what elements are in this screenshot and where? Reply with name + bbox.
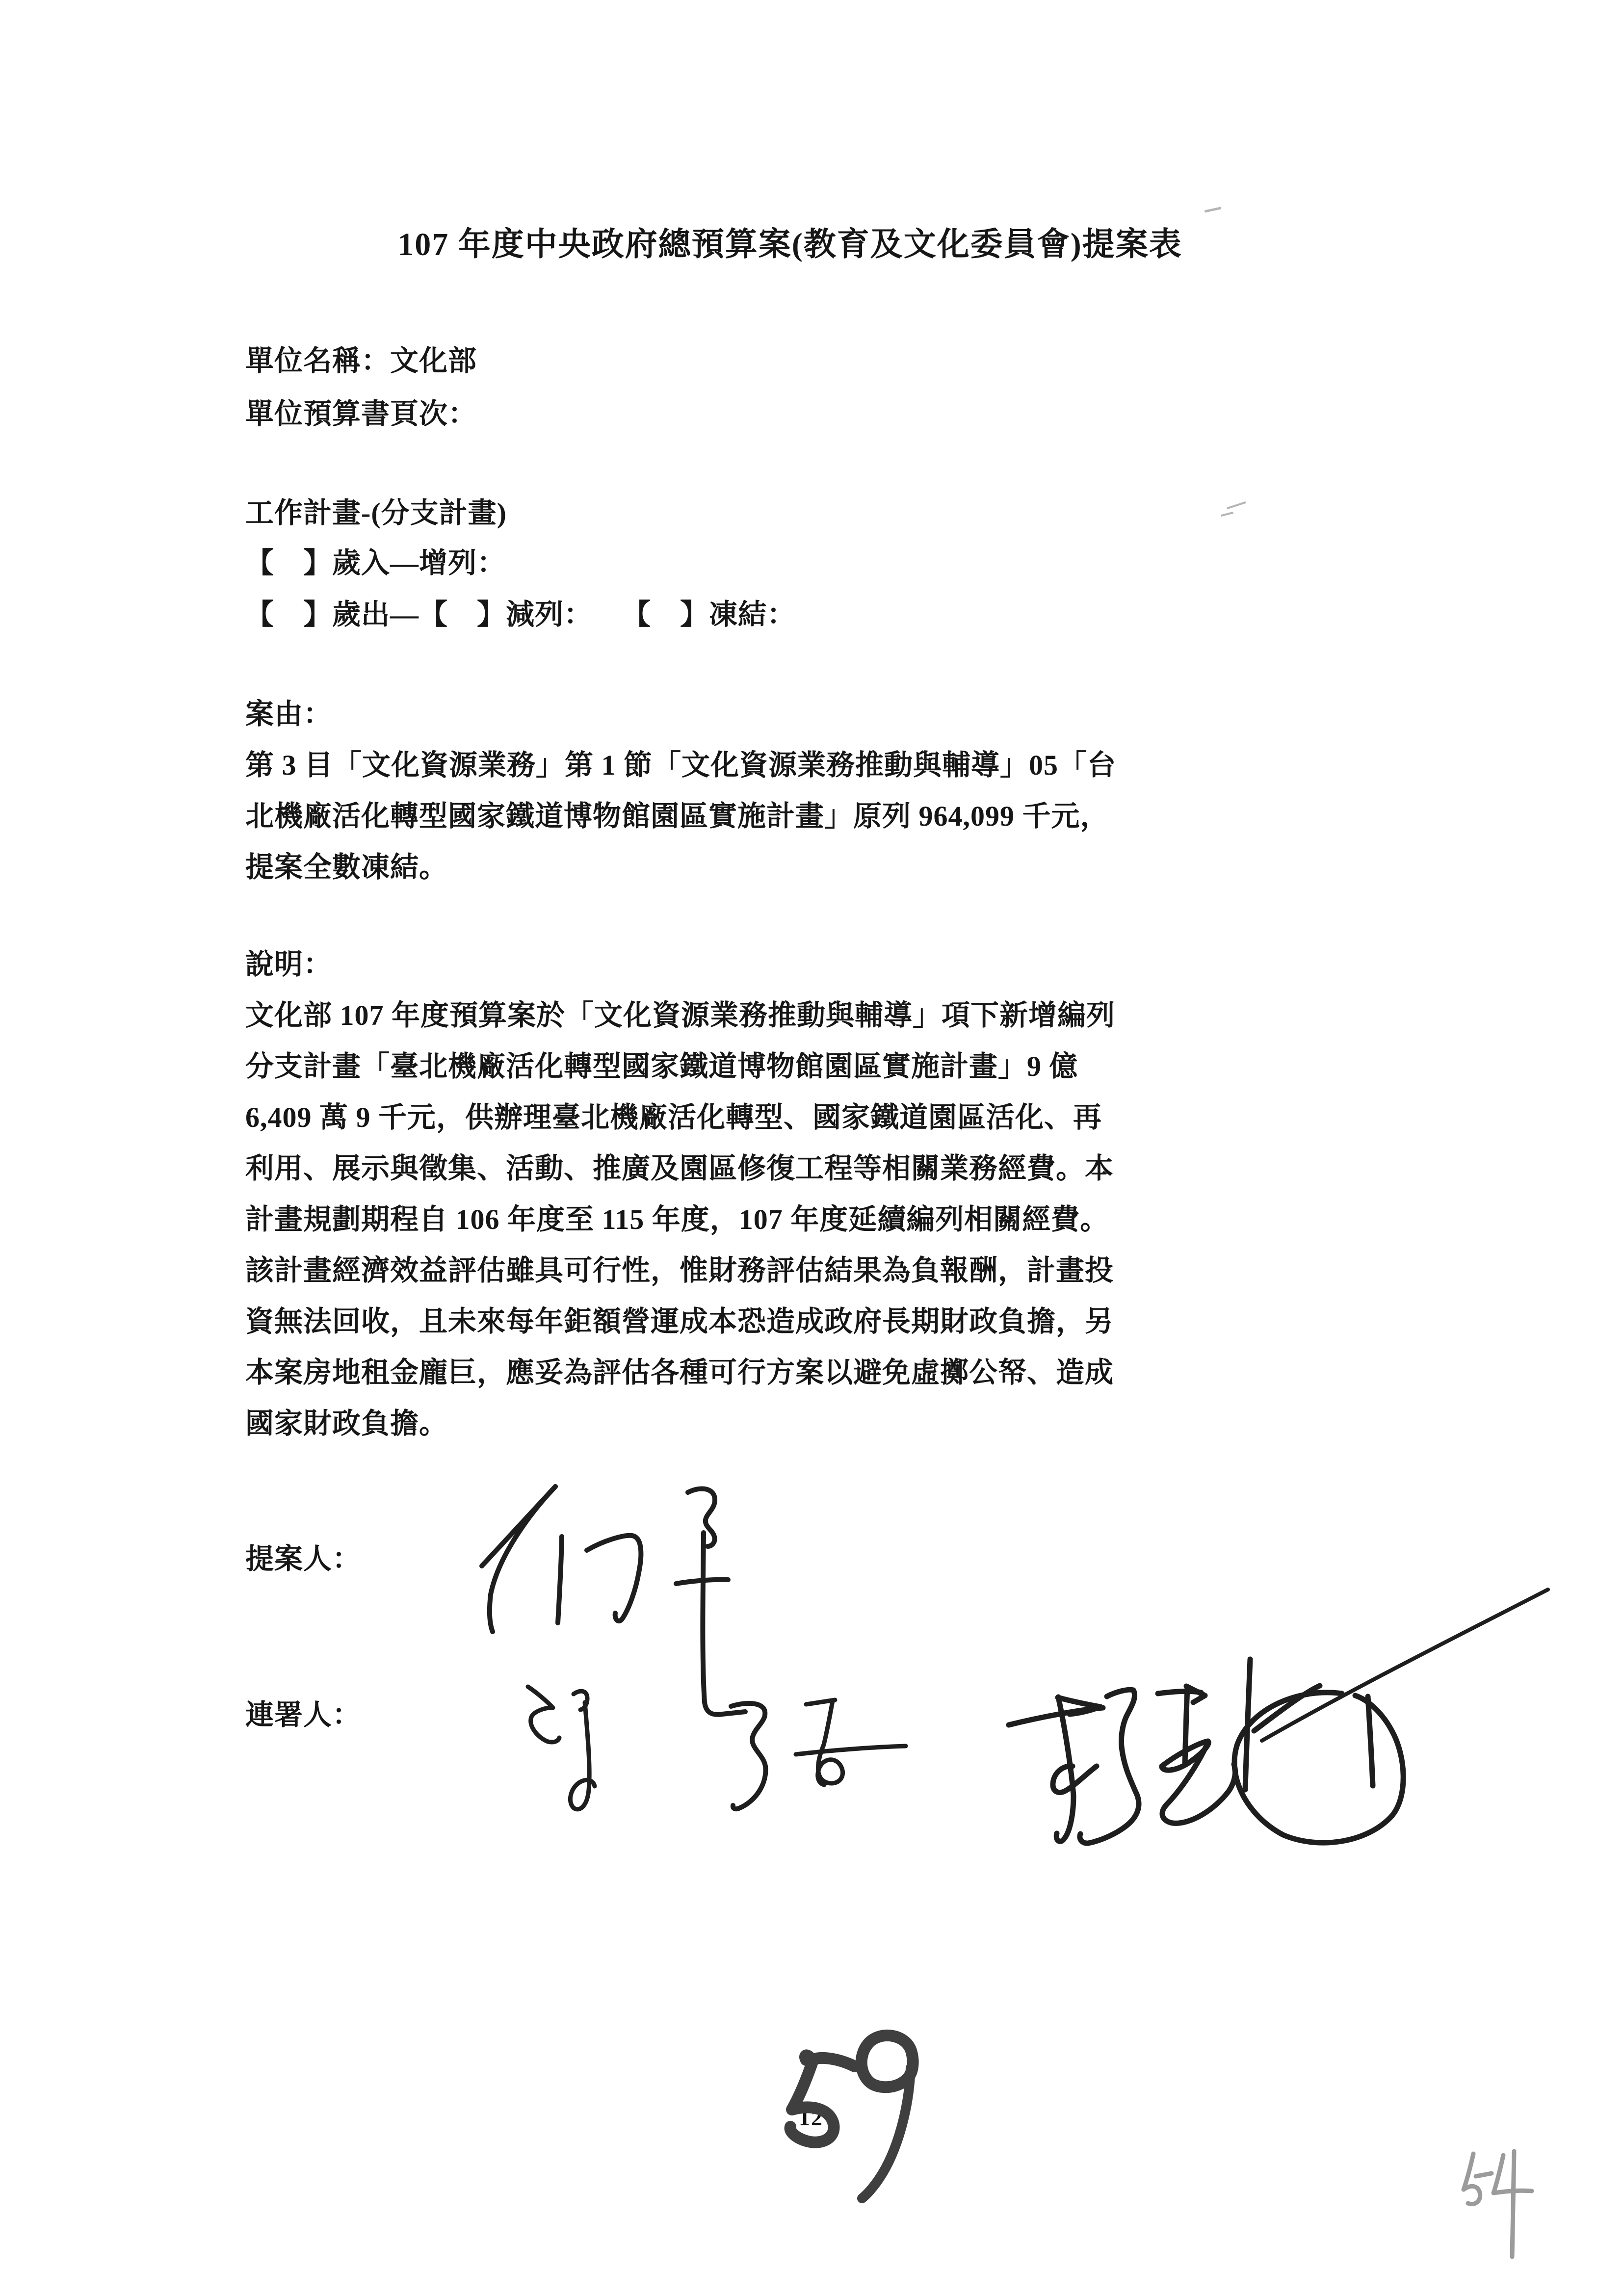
case-line: 提案全數凍結。 [245,851,448,883]
handwritten-corner-number-54 [1464,2151,1532,2257]
cosigner-label: 連署人： [245,1699,362,1731]
case-label: 案由： [245,698,333,730]
description-line: 本案房地租金龐巨，應妥為評估各種可行方案以避免虛擲公帑、造成 [245,1357,1114,1388]
printed-page-number: 12 [799,2105,823,2130]
proposer-label: 提案人： [245,1543,362,1575]
unit-page-line: 單位預算書頁次： [245,398,477,430]
case-line: 第 3 目「文化資源業務」第 1 節「文化資源業務推動與輔導」05「台 [245,749,1117,781]
work-plan-heading: 工作計畫-(分支計畫) [245,497,507,529]
case-line: 北機廠活化轉型國家鐵道博物館園區實施計畫」原列 964,099 千元， [245,800,1109,832]
description-line: 分支計畫「臺北機廠活化轉型國家鐵道博物館園區實施計畫」9 億 [245,1050,1078,1082]
description-line: 計畫規劃期程自 106 年度至 115 年度，107 年度延續編列相關經費。 [245,1203,1109,1235]
page-title: 107 年度中央政府總預算案(教育及文化委員會)提案表 [397,227,1182,262]
scan-speck [1205,207,1221,213]
description-line: 6,409 萬 9 千元，供辦理臺北機廠活化轉型、國家鐵道園區活化、再 [245,1101,1102,1133]
description-line: 國家財政負擔。 [245,1408,448,1439]
revenue-option-line: 【 】歲入—增列： [245,547,506,579]
proposer-signature [482,1487,765,1809]
description-line: 資無法回收，且未來每年鉅額營運成本恐造成政府長期財政負擔，另 [245,1305,1114,1337]
description-line: 利用、展示與徵集、活動、推廣及園區修復工程等相關業務經費。本 [245,1152,1114,1184]
expenditure-option-line: 【 】歲出—【 】減列： 【 】凍結： [245,599,796,630]
description-line: 文化部 107 年度預算案於「文化資源業務推動與輔導」項下新增編列 [245,999,1116,1031]
description-line: 該計畫經濟效益評估雖具可行性，惟財務評估結果為負報酬，計畫投 [245,1254,1114,1286]
unit-name-line: 單位名稱：文化部 [245,345,477,377]
description-label: 說明： [245,948,333,980]
